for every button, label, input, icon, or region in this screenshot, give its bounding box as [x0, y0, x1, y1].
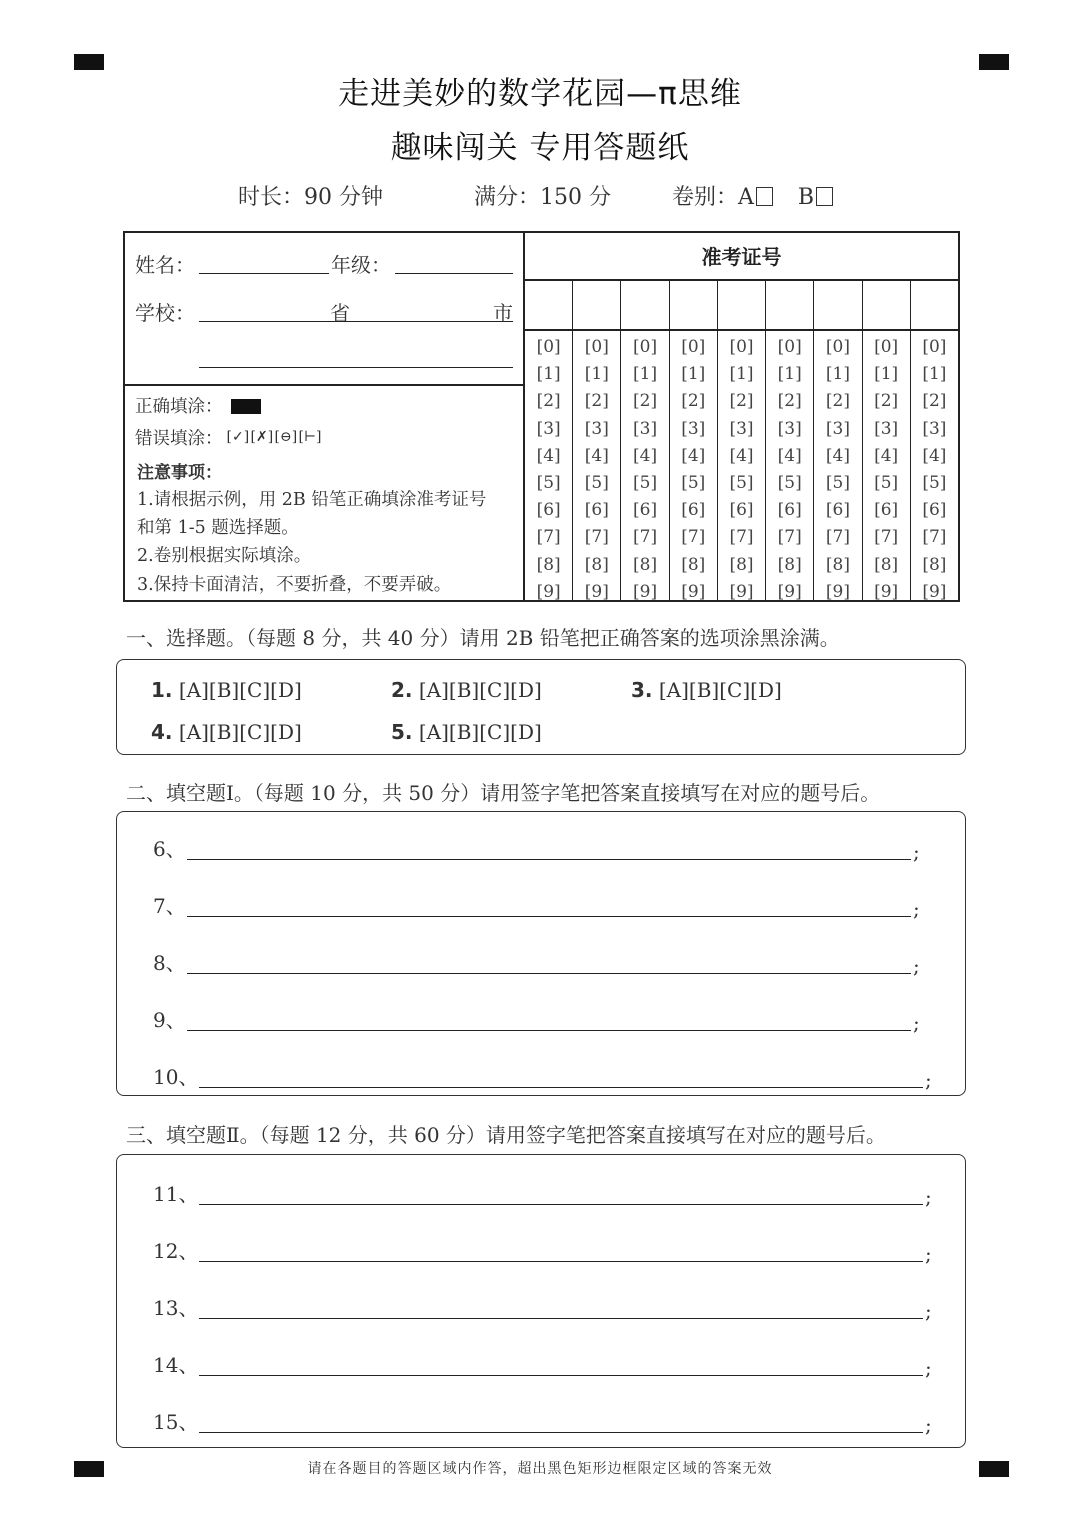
semicolon: ;	[913, 840, 920, 864]
paper-type-b-label: B	[797, 185, 815, 210]
digit-bubble[interactable]: [7]	[633, 527, 658, 548]
digit-bubble[interactable]: [6]	[874, 500, 899, 521]
question-number: 4.	[151, 720, 173, 744]
digit-bubble[interactable]: [5]	[584, 473, 609, 494]
digit-bubble[interactable]: [4]	[825, 445, 850, 466]
section3-answer-box	[116, 1154, 966, 1448]
digit-bubble[interactable]: [1]	[536, 364, 561, 385]
digit-bubble[interactable]: [2]	[633, 391, 658, 412]
admission-number-title: 准考证号	[525, 233, 958, 281]
digit-bubble[interactable]: [8]	[536, 554, 561, 575]
student-details	[125, 233, 523, 386]
answer-line[interactable]	[187, 916, 911, 917]
digit-bubble[interactable]: [5]	[825, 473, 850, 494]
digit-bubble[interactable]: [1]	[922, 364, 947, 385]
admission-digit-box[interactable]	[814, 281, 862, 329]
digit-bubble[interactable]: [3]	[584, 418, 609, 439]
digit-bubble[interactable]: [7]	[777, 527, 802, 548]
digit-bubble[interactable]: [4]	[777, 445, 802, 466]
answer-row-13	[153, 1293, 943, 1323]
check-icon: [✓]	[226, 429, 250, 445]
question-number: 14、	[153, 1353, 199, 1377]
duration-text: 时长：90 分钟	[238, 185, 383, 210]
digit-bubble[interactable]: [2]	[536, 391, 561, 412]
digit-bubble[interactable]: [9]	[922, 581, 947, 602]
admission-digit-box[interactable]	[525, 281, 573, 329]
digit-bubble[interactable]: [2]	[825, 391, 850, 412]
admission-digit-box[interactable]	[863, 281, 911, 329]
digit-bubble[interactable]: [3]	[681, 418, 706, 439]
notes-title: 注意事项：	[137, 463, 222, 483]
question-number: 12、	[153, 1239, 199, 1263]
paper-type-a-checkbox[interactable]	[756, 187, 773, 206]
digit-bubble[interactable]: [9]	[536, 581, 561, 602]
option-bubbles[interactable]: [A][B][C][D]	[178, 678, 302, 702]
semicolon: ;	[925, 1068, 932, 1092]
option-bubbles[interactable]: [A][B][C][D]	[178, 720, 302, 744]
answer-row-10	[153, 1062, 943, 1092]
digit-bubble[interactable]: [7]	[729, 527, 754, 548]
digit-bubble[interactable]: [1]	[825, 364, 850, 385]
answer-row-15	[153, 1407, 943, 1437]
digit-bubble[interactable]: [5]	[777, 473, 802, 494]
digit-bubble[interactable]: [3]	[633, 418, 658, 439]
question-number: 2.	[391, 678, 413, 702]
question-5	[391, 720, 542, 744]
section3-title: 三、填空题Ⅱ。（每题 12 分，共 60 分）请用签字笔把答案直接填写在对应的题号后。	[126, 1123, 886, 1147]
digit-bubble[interactable]: [4]	[633, 445, 658, 466]
section2-answer-box	[116, 811, 966, 1096]
digit-bubble[interactable]: [5]	[729, 473, 754, 494]
digit-bubble[interactable]: [9]	[681, 581, 706, 602]
question-1	[151, 678, 302, 702]
digit-bubble[interactable]: [2]	[584, 391, 609, 412]
answer-line[interactable]	[199, 1432, 923, 1433]
paper-type-a-label: A	[738, 185, 754, 210]
digit-bubble[interactable]: [0]	[584, 337, 609, 357]
digit-bubble[interactable]: [0]	[777, 337, 802, 357]
digit-bubble[interactable]: [6]	[777, 500, 802, 521]
digit-bubble[interactable]: [5]	[922, 473, 947, 494]
question-3	[631, 678, 782, 702]
question-number: 6、	[153, 837, 186, 861]
grade-field[interactable]	[395, 273, 513, 274]
name-field[interactable]	[199, 273, 329, 274]
correct-fill-label: 正确填涂：	[135, 397, 223, 417]
question-number: 15、	[153, 1410, 199, 1434]
question-number: 10、	[153, 1065, 199, 1089]
question-2	[391, 678, 542, 702]
section1-title: 一、选择题。（每题 8 分，共 40 分）请用 2B 铅笔把正确答案的选项涂黑涂满。	[126, 626, 840, 650]
note-line-4: 3.保持卡面清洁，不要折叠，不要弄破。	[137, 575, 452, 595]
digit-bubble[interactable]: [2]	[777, 391, 802, 412]
digit-bubble[interactable]: [0]	[825, 337, 850, 357]
digit-bubble[interactable]: [6]	[825, 500, 850, 521]
digit-bubble[interactable]: [4]	[536, 445, 561, 466]
answer-line[interactable]	[199, 1087, 923, 1088]
option-bubbles[interactable]: [A][B][C][D]	[418, 678, 542, 702]
wrong-fill-label: 错误填涂：	[135, 429, 223, 449]
admission-bubble-column	[718, 331, 766, 602]
semicolon: ;	[913, 954, 920, 978]
answer-line[interactable]	[199, 1204, 923, 1205]
digit-bubble[interactable]: [8]	[825, 554, 850, 575]
correct-fill-example	[135, 393, 261, 418]
city-label: 市	[493, 301, 513, 325]
name-label: 姓名：	[135, 253, 195, 277]
digit-bubble[interactable]: [3]	[922, 418, 947, 439]
note-line-3: 2.卷别根据实际填涂。	[137, 546, 312, 566]
note-line-2: 和第 1-5 题选择题。	[137, 518, 299, 538]
semicolon: ;	[925, 1413, 932, 1437]
question-number: 5.	[391, 720, 413, 744]
admission-digit-box[interactable]	[911, 281, 958, 329]
page-title: 走进美妙的数学花园—π思维	[338, 76, 742, 112]
school-field[interactable]	[199, 367, 513, 368]
page-subtitle: 趣味闯关 专用答题纸	[390, 130, 690, 166]
digit-bubble[interactable]: [4]	[681, 445, 706, 466]
question-number: 1.	[151, 678, 173, 702]
admission-bubble-column	[621, 331, 669, 602]
digit-bubble[interactable]: [1]	[633, 364, 658, 385]
admission-digit-box[interactable]	[573, 281, 621, 329]
digit-bubble[interactable]: [8]	[633, 554, 658, 575]
semicolon: ;	[913, 897, 920, 921]
answer-row-8	[153, 948, 943, 978]
student-info-box	[123, 231, 960, 602]
semicolon: ;	[925, 1299, 932, 1323]
digit-bubble[interactable]: [1]	[777, 364, 802, 385]
school-label: 学校：	[135, 301, 195, 325]
digit-bubble[interactable]: [1]	[874, 364, 899, 385]
admission-bubble-column	[766, 331, 814, 602]
digit-bubble[interactable]: [7]	[825, 527, 850, 548]
footer-notice: 请在各题目的答题区域内作答，超出黑色矩形边框限定区域的答案无效	[307, 1461, 773, 1477]
admission-digit-box[interactable]	[621, 281, 669, 329]
digit-bubble[interactable]: [0]	[729, 337, 754, 357]
question-number: 7、	[153, 894, 186, 918]
digit-bubble[interactable]: [2]	[681, 391, 706, 412]
digit-bubble[interactable]: [0]	[681, 337, 706, 357]
digit-bubble[interactable]: [3]	[874, 418, 899, 439]
digit-bubble[interactable]: [2]	[874, 391, 899, 412]
paper-type-label: 卷别：	[672, 185, 739, 210]
digit-bubble[interactable]: [5]	[874, 473, 899, 494]
answer-line[interactable]	[187, 973, 911, 974]
admission-bubble-column	[670, 331, 718, 602]
digit-bubble[interactable]: [0]	[633, 337, 658, 357]
digit-bubble[interactable]: [2]	[922, 391, 947, 412]
admission-digit-box[interactable]	[766, 281, 814, 329]
answer-row-6	[153, 834, 943, 864]
question-number: 9、	[153, 1008, 186, 1032]
question-number: 3.	[631, 678, 653, 702]
digit-bubble[interactable]: [8]	[922, 554, 947, 575]
digit-bubble[interactable]: [9]	[729, 581, 754, 602]
admission-number-write-row	[525, 281, 958, 331]
digit-bubble[interactable]: [8]	[729, 554, 754, 575]
digit-bubble[interactable]: [5]	[681, 473, 706, 494]
admission-bubble-column	[814, 331, 862, 602]
section1-answer-box	[116, 659, 966, 755]
answer-row-14	[153, 1350, 943, 1380]
admission-bubble-column	[525, 331, 573, 602]
wrong-fill-example	[135, 425, 322, 450]
digit-bubble[interactable]: [9]	[825, 581, 850, 602]
answer-line[interactable]	[187, 1030, 911, 1031]
bar-icon: [⊢]	[298, 429, 322, 445]
province-city-field[interactable]	[199, 321, 513, 322]
digit-bubble[interactable]: [8]	[777, 554, 802, 575]
digit-bubble[interactable]: [9]	[874, 581, 899, 602]
digit-bubble[interactable]: [4]	[922, 445, 947, 466]
question-4	[151, 720, 302, 744]
answer-row-7	[153, 891, 943, 921]
digit-bubble[interactable]: [7]	[584, 527, 609, 548]
digit-bubble[interactable]: [6]	[729, 500, 754, 521]
answer-line[interactable]	[199, 1261, 923, 1262]
answer-row-9	[153, 1005, 943, 1035]
digit-bubble[interactable]: [1]	[681, 364, 706, 385]
digit-bubble[interactable]: [9]	[584, 581, 609, 602]
cross-icon: [✗]	[250, 429, 274, 445]
digit-bubble[interactable]: [4]	[874, 445, 899, 466]
semicolon: ;	[925, 1185, 932, 1209]
digit-bubble[interactable]: [4]	[729, 445, 754, 466]
digit-bubble[interactable]: [0]	[536, 337, 561, 357]
digit-bubble[interactable]: [9]	[777, 581, 802, 602]
answer-line[interactable]	[187, 859, 911, 860]
digit-bubble[interactable]: [1]	[729, 364, 754, 385]
admission-bubble-column	[911, 331, 958, 602]
question-number: 11、	[153, 1182, 199, 1206]
student-info-left	[125, 233, 525, 600]
digit-bubble[interactable]: [8]	[681, 554, 706, 575]
note-line-1: 1.请根据示例，用 2B 铅笔正确填涂准考证号	[137, 490, 487, 510]
digit-bubble[interactable]: [3]	[777, 418, 802, 439]
digit-bubble[interactable]: [6]	[681, 500, 706, 521]
paper-type-b-checkbox[interactable]	[816, 187, 833, 206]
option-bubbles[interactable]: [A][B][C][D]	[658, 678, 782, 702]
question-number: 13、	[153, 1296, 199, 1320]
digit-bubble[interactable]: [6]	[584, 500, 609, 521]
digit-bubble[interactable]: [9]	[633, 581, 658, 602]
admission-digit-box[interactable]	[718, 281, 766, 329]
circle-slash-icon: [⊖]	[274, 429, 298, 445]
digit-bubble[interactable]: [3]	[536, 418, 561, 439]
answer-line[interactable]	[199, 1375, 923, 1376]
digit-bubble[interactable]: [5]	[536, 473, 561, 494]
admission-number-panel	[525, 233, 958, 600]
digit-bubble[interactable]: [7]	[536, 527, 561, 548]
digit-bubble[interactable]: [3]	[825, 418, 850, 439]
digit-bubble[interactable]: [7]	[922, 527, 947, 548]
option-bubbles[interactable]: [A][B][C][D]	[418, 720, 542, 744]
semicolon: ;	[913, 1011, 920, 1035]
semicolon: ;	[925, 1242, 932, 1266]
admission-bubble-column	[573, 331, 621, 602]
digit-bubble[interactable]: [0]	[874, 337, 899, 357]
admission-bubble-grid	[525, 331, 958, 602]
semicolon: ;	[925, 1356, 932, 1380]
digit-bubble[interactable]: [4]	[584, 445, 609, 466]
admission-bubble-column	[863, 331, 911, 602]
admission-digit-box[interactable]	[670, 281, 718, 329]
full-score-text: 满分：150 分	[474, 185, 611, 210]
digit-bubble[interactable]: [3]	[729, 418, 754, 439]
digit-bubble[interactable]: [6]	[536, 500, 561, 521]
answer-row-12	[153, 1236, 943, 1266]
section2-title: 二、填空题Ⅰ。（每题 10 分，共 50 分）请用签字笔把答案直接填写在对应的题号后。	[126, 781, 881, 805]
digit-bubble[interactable]: [0]	[922, 337, 947, 357]
digit-bubble[interactable]: [6]	[633, 500, 658, 521]
digit-bubble[interactable]: [6]	[922, 500, 947, 521]
digit-bubble[interactable]: [2]	[729, 391, 754, 412]
digit-bubble[interactable]: [1]	[584, 364, 609, 385]
grade-label: 年级：	[331, 253, 391, 277]
answer-row-11	[153, 1179, 943, 1209]
paper-type	[672, 180, 833, 211]
filled-mark-icon	[231, 399, 261, 414]
digit-bubble[interactable]: [8]	[874, 554, 899, 575]
digit-bubble[interactable]: [5]	[633, 473, 658, 494]
answer-line[interactable]	[199, 1318, 923, 1319]
digit-bubble[interactable]: [7]	[681, 527, 706, 548]
digit-bubble[interactable]: [7]	[874, 527, 899, 548]
digit-bubble[interactable]: [8]	[584, 554, 609, 575]
question-number: 8、	[153, 951, 186, 975]
province-label: 省	[330, 301, 350, 325]
